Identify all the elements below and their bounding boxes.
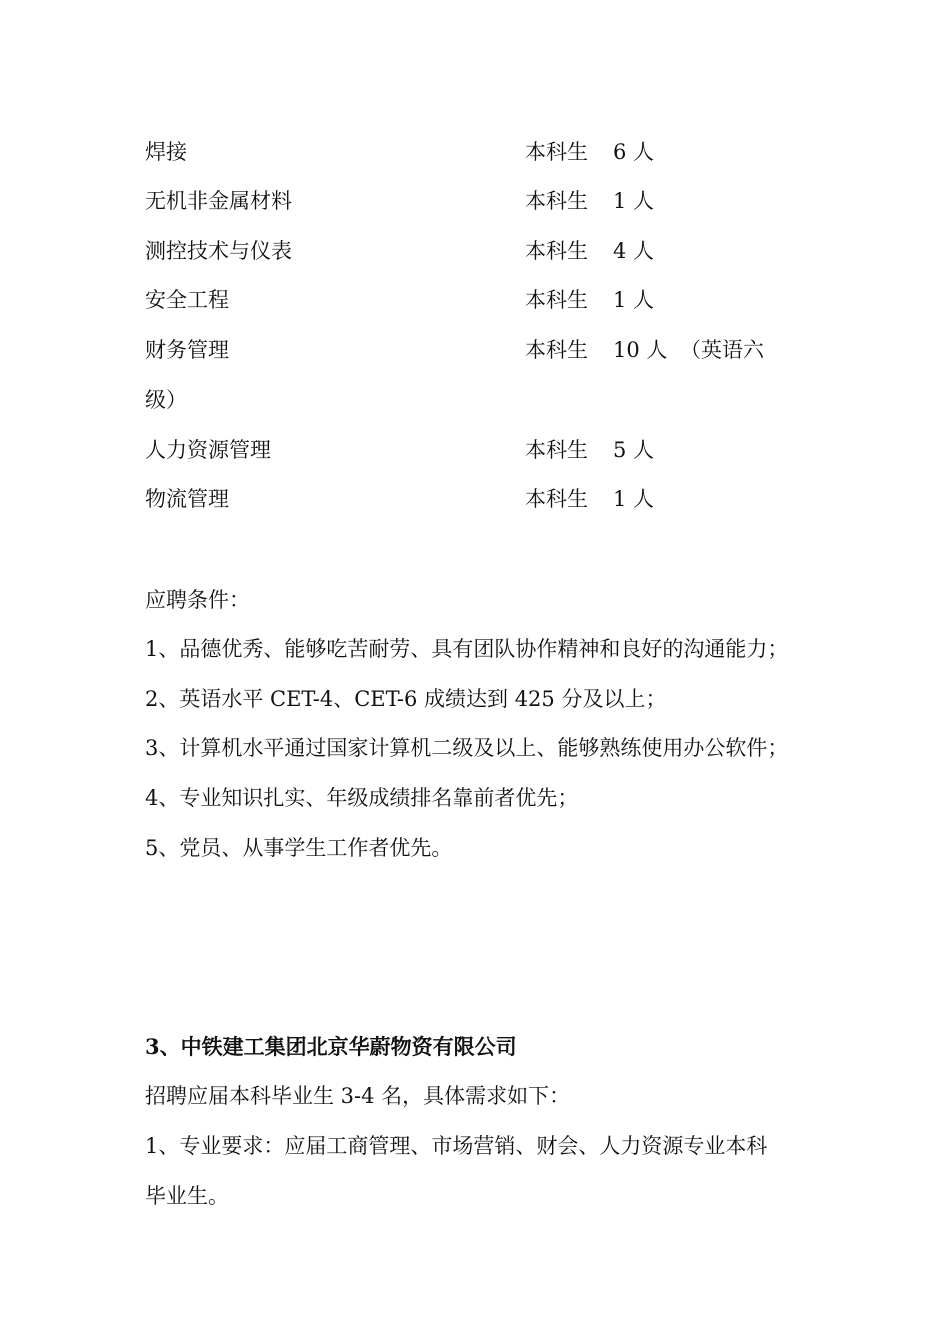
major-count: 1 人: [613, 487, 655, 511]
major-name: 测控技术与仪表: [145, 239, 292, 263]
major-count: 1 人: [613, 189, 655, 213]
requirement-item: 3、计算机水平通过国家计算机二级及以上、能够熟练使用办公软件；: [145, 736, 789, 760]
major-degree: 本科生: [525, 239, 588, 263]
requirements-heading: 应聘条件：: [145, 588, 250, 612]
major-degree: 本科生: [525, 487, 588, 511]
major-count: 10 人: [613, 338, 668, 362]
company-requirement: 1、专业要求：应届工商管理、市场营销、财会、人力资源专业本科: [145, 1134, 768, 1158]
major-name: 焊接: [145, 140, 187, 164]
major-name: 财务管理: [145, 338, 229, 362]
major-name: 物流管理: [145, 487, 229, 511]
major-degree: 本科生: [525, 189, 588, 213]
requirement-item: 5、党员、从事学生工作者优先。: [145, 836, 453, 860]
company-title: 3、中铁建工集团北京华蔚物资有限公司: [145, 1034, 517, 1059]
major-name: 人力资源管理: [145, 438, 271, 462]
major-degree: 本科生: [525, 338, 588, 362]
major-note: （英语六: [680, 338, 764, 362]
note-continuation: 级）: [145, 388, 187, 412]
major-degree: 本科生: [525, 288, 588, 312]
requirement-item: 1、品德优秀、能够吃苦耐劳、具有团队协作精神和良好的沟通能力；: [145, 637, 789, 661]
major-degree: 本科生: [525, 438, 588, 462]
major-degree: 本科生: [525, 140, 588, 164]
requirement-item: 4、专业知识扎实、年级成绩排名靠前者优先；: [145, 786, 579, 810]
requirement-item: 2、英语水平 CET-4、CET-6 成绩达到 425 分及以上；: [145, 687, 667, 711]
major-name: 无机非金属材料: [145, 189, 292, 213]
major-count: 4 人: [613, 239, 655, 263]
major-count: 1 人: [613, 288, 655, 312]
major-count: 5 人: [613, 438, 655, 462]
company-intro: 招聘应届本科毕业生 3-4 名，具体需求如下：: [145, 1084, 571, 1108]
major-name: 安全工程: [145, 288, 229, 312]
company-requirement-continuation: 毕业生。: [145, 1184, 229, 1208]
major-count: 6 人: [613, 140, 655, 164]
